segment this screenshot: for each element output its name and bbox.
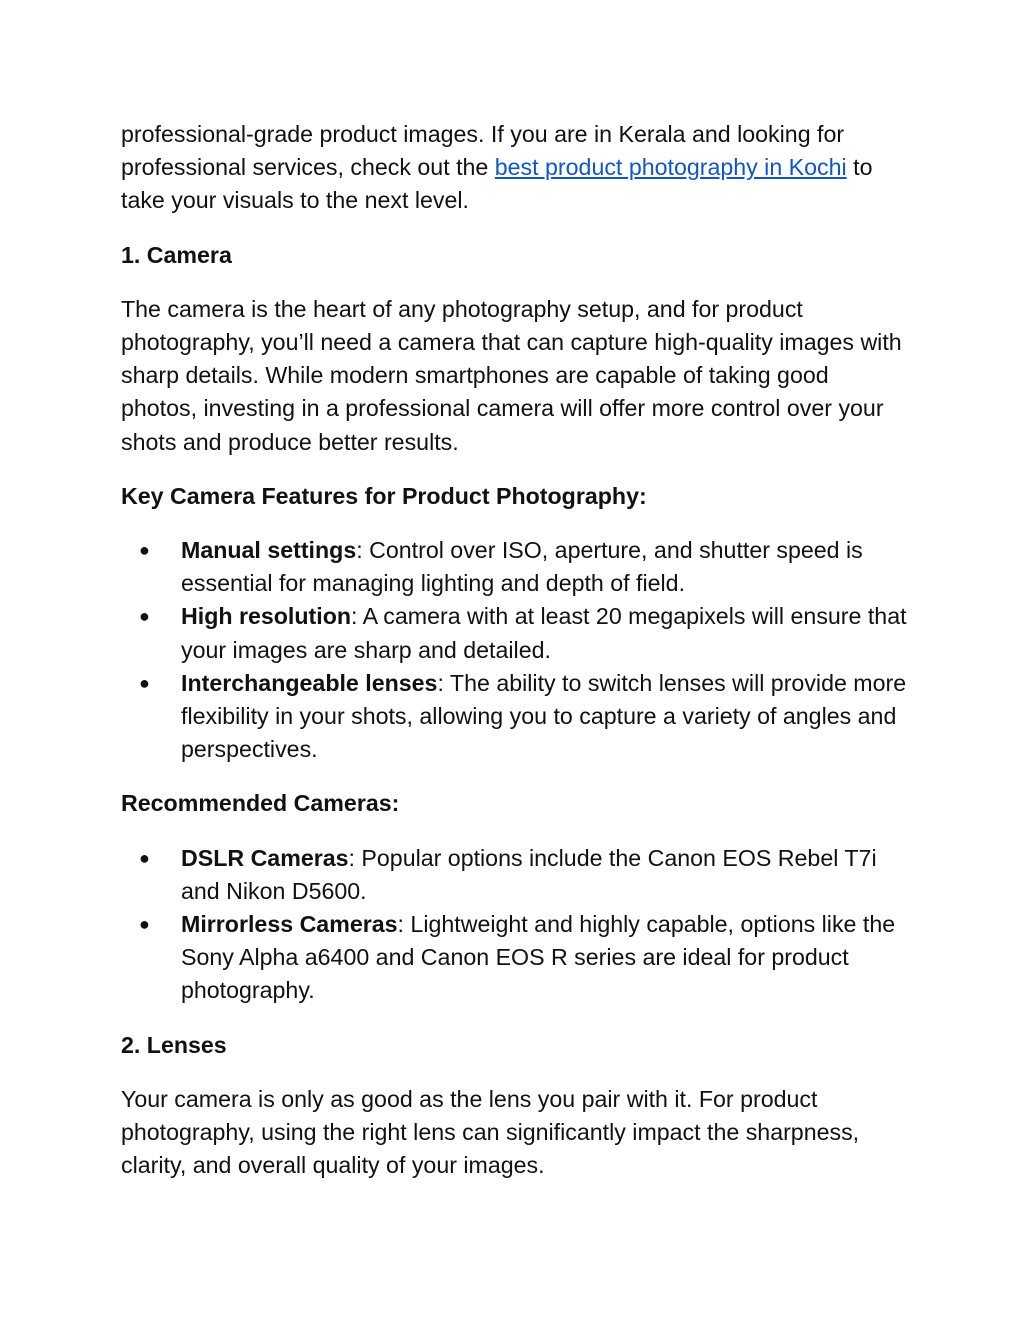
camera-type-description: : Popular options include the Canon EOS Rebel T7i and Nikon D5600. [181,844,877,904]
best-product-photography-link[interactable]: best product photography in Kochi [494,154,847,181]
list-item [121,667,911,767]
bullet-icon: ● [139,847,150,868]
bullet-icon: ● [139,606,150,627]
camera-paragraph: The camera is the heart of any photography setup, and for product photography, you’ll need a camera that can capture high-quality images with sharp details. While modern smartphones are capable of taking good photos, investing in a professional camera will offer more control over your shots and produce better results. [121,295,902,455]
list-item [121,908,911,1008]
intro-text-before-link: professional-grade product images. If you are in Kerala and looking for professional services, check out the [121,121,845,181]
recommended-cameras-heading: Recommended Cameras: [121,790,400,817]
list-item [121,600,911,666]
camera-type-term: Mirrorless Cameras [181,911,398,938]
list-item [121,534,911,600]
feature-term: Manual settings [181,537,357,564]
camera-type-term: DSLR Cameras [181,844,349,871]
bullet-icon: ● [139,914,150,935]
feature-term: Interchangeable lenses [181,669,438,696]
feature-description: : The ability to switch lenses will provide more flexibility in your shots, allowing you to capture a variety of angles and perspectives. [181,669,907,763]
intro-text-after-link: to take your visuals to the next level. [121,154,873,214]
list-item [121,842,911,908]
feature-description: : A camera with at least 20 megapixels will ensure that your images are sharp and detailed. [181,603,907,663]
lenses-section-heading: 2. Lenses [121,1031,227,1058]
bullet-icon: ● [139,540,150,561]
intro-paragraph [121,118,911,218]
feature-term: High resolution [181,603,352,630]
recommended-cameras-list [121,842,911,1008]
camera-type-description: : Lightweight and highly capable, options like the Sony Alpha a6400 and Canon EOS R series are ideal for product photography. [181,911,896,1004]
bullet-icon: ● [139,672,150,693]
camera-section-heading: 1. Camera [121,241,232,268]
feature-description: : Control over ISO, aperture, and shutter speed is essential for managing lighting and depth of field. [181,537,863,597]
lenses-paragraph: Your camera is only as good as the lens you pair with it. For product photography, using the right lens can significantly impact the sharpness, clarity, and overall quality of your images. [121,1085,860,1179]
camera-features-heading: Key Camera Features for Product Photography: [121,482,647,509]
document-page [121,118,911,1203]
camera-features-list [121,534,911,766]
